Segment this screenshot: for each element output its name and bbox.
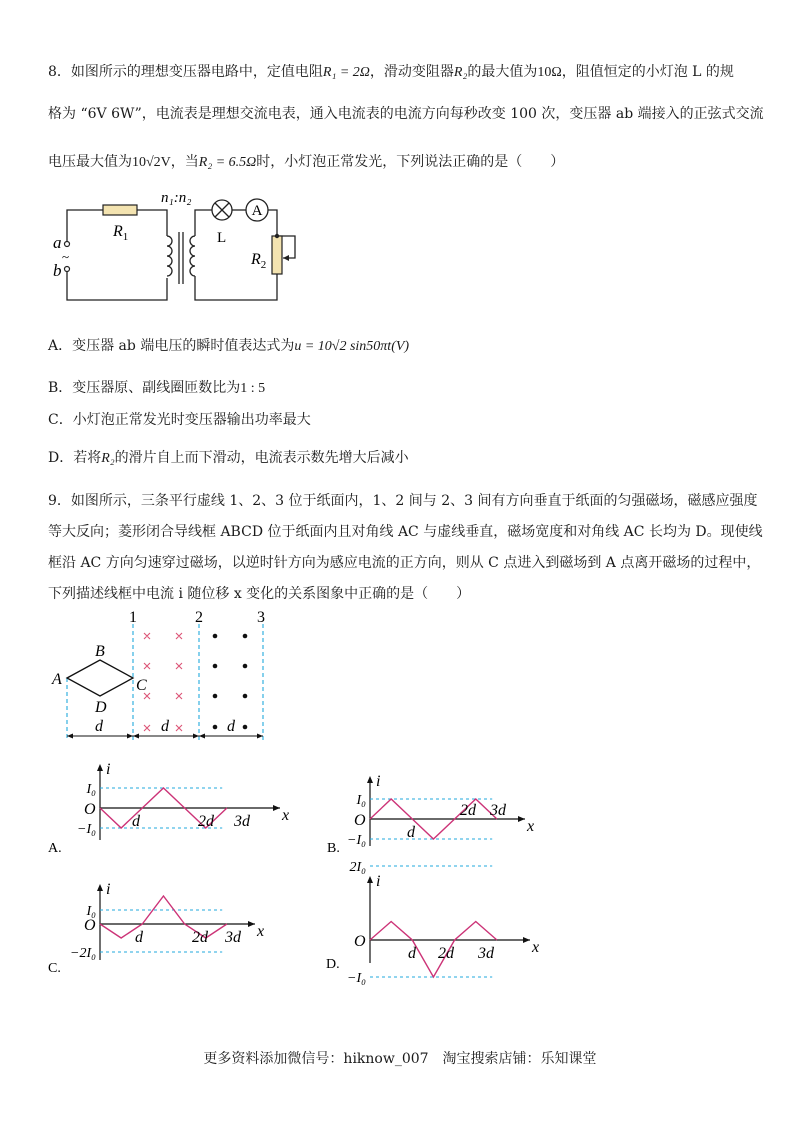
i-axis-label: i — [376, 873, 381, 890]
junction-dot — [275, 234, 279, 238]
y-pos-label: I₀ — [356, 793, 366, 808]
q8-line-3: 电压最大值为10√2V，当R₂ = 6.5Ω时，小灯泡正常发光，下列说法正确的是（ ） — [48, 154, 565, 170]
tick-label: 3d — [490, 802, 506, 819]
q9-line-2: 等大反向；菱形闭合导线框 ABCD 位于纸面内且对角线 AC 与虚线垂直，磁场宽度和对角线 AC 长均为 D。现使线 — [48, 524, 763, 540]
tick-label: 2d — [460, 802, 476, 819]
rhombus-frame — [67, 660, 133, 696]
field-into-page-icon — [144, 633, 182, 731]
i-axis-arrow-icon — [97, 764, 103, 771]
r2-max: 10Ω — [537, 65, 562, 80]
tick-label: 2d — [192, 929, 208, 946]
slider-arrow-icon — [283, 255, 289, 261]
label-a: a — [53, 233, 62, 252]
vertex-d: D — [95, 699, 107, 716]
tick-label: 3d — [234, 813, 250, 830]
q8-line-1: 8．如图所示的理想变压器电路中，定值电阻R₁ = 2Ω，滑动变阻器R₂的最大值为10Ω，阻值恒定的小灯泡 L 的规 — [48, 64, 734, 80]
tick-label: d — [408, 945, 416, 962]
graph-a — [40, 760, 300, 860]
width-label-2: d — [161, 718, 169, 735]
vmax: 10√2V — [132, 155, 171, 170]
tick-label: 3d — [225, 929, 241, 946]
terminal-b — [65, 267, 70, 272]
y-pos-label: I₀ — [86, 904, 96, 919]
option-label: B. — [327, 841, 340, 856]
y-neg-label: −I₀ — [347, 833, 366, 848]
lamp-icon — [212, 200, 232, 220]
resistor-r1 — [103, 205, 137, 215]
origin-label: O — [84, 917, 96, 934]
x-axis-arrow-icon — [248, 921, 255, 927]
q9-line-4: 下列描述线框中电流 i 随位移 x 变化的关系图象中正确的是（ ） — [48, 586, 471, 602]
x-axis-label: x — [532, 939, 540, 956]
y-neg-label: −I₀ — [347, 971, 366, 986]
field-out-of-page-icon — [213, 634, 248, 730]
origin-label: O — [354, 933, 366, 950]
r2-cond: R₂ = 6.5Ω — [198, 155, 257, 170]
line-label-1: 1 — [129, 609, 137, 626]
label-turns-ratio: n₁:n₂ — [161, 190, 192, 206]
option-label: A. — [48, 841, 62, 856]
tick-label: 2d — [198, 813, 214, 830]
i-axis-arrow-icon — [367, 876, 373, 883]
vertex-a: A — [52, 671, 62, 688]
tick-label: 2d — [438, 945, 454, 962]
line-label-2: 2 — [195, 609, 203, 626]
x-axis-arrow-icon — [518, 816, 525, 822]
q8-line-2: 格为 “6V 6W”，电流表是理想交流电表，通入电流表的电流方向每秒改变 100 次，变压器 ab 端接入的正弦式交流 — [48, 106, 764, 122]
width-label-1: d — [95, 718, 103, 735]
i-axis-arrow-icon — [97, 884, 103, 891]
q9-line-3: 框沿 AC 方向匀速穿过磁场，以逆时针方向为感应电流的正方向，则从 C 点进入到磁场到 A 点离开磁场的过程中， — [48, 555, 761, 571]
i-axis-label: i — [106, 761, 111, 778]
q9-line-1: 9．如图所示，三条平行虚线 1、2、3 位于纸面内，1、2 间与 2、3 间有方向垂直于纸面的匀强磁场，磁感应强度 — [48, 493, 758, 509]
graph-d — [320, 860, 540, 986]
origin-label: O — [84, 801, 96, 818]
i-axis-arrow-icon — [367, 776, 373, 783]
tick-label: d — [135, 929, 143, 946]
graph-c — [40, 880, 285, 975]
option-label: C. — [48, 961, 61, 976]
graph-b — [325, 772, 545, 857]
ac-source-tilde: ~ — [62, 249, 70, 264]
tick-label: d — [407, 824, 415, 841]
terminal-a — [65, 242, 70, 247]
vertex-c: C — [136, 677, 147, 694]
x-axis-label: x — [527, 818, 535, 835]
i-axis-label: i — [106, 881, 111, 898]
i-axis-label: i — [376, 773, 381, 790]
label-b: b — [53, 261, 62, 280]
footer-text: 更多资料添加微信号：hiknow_007 淘宝搜索店铺：乐知课堂 — [203, 1051, 597, 1067]
q8-option-d[interactable]: D．若将R₂的滑片自上而下滑动，电流表示数先增大后减小 — [48, 450, 409, 466]
x-axis-arrow-icon — [273, 805, 280, 811]
y-neg-label: −2I₀ — [70, 946, 96, 961]
label-lamp: L — [217, 230, 227, 246]
y-pos-label: I₀ — [86, 782, 96, 797]
r1-value: R₁ = 2Ω — [322, 65, 370, 80]
origin-label: O — [354, 812, 366, 829]
y-pos-label: 2I₀ — [349, 860, 366, 875]
x-axis-label: x — [257, 923, 265, 940]
magnetic-field-figure — [45, 606, 275, 746]
x-axis-label: x — [282, 807, 290, 824]
width-label-3: d — [227, 718, 235, 735]
x-axis-arrow-icon — [523, 937, 530, 943]
ammeter-label: A — [251, 203, 263, 219]
option-label: D. — [326, 957, 340, 972]
r2-label: R₂ — [453, 65, 468, 80]
y-neg-label: −I₀ — [77, 822, 96, 837]
vertex-b: B — [95, 643, 105, 660]
tick-label: d — [132, 813, 140, 830]
line-label-3: 3 — [257, 609, 265, 626]
label-r1: $R_1$ — [113, 223, 129, 243]
tick-label: 3d — [478, 945, 494, 962]
resistor-r2 — [272, 236, 282, 274]
q8-option-b[interactable]: B．变压器原、副线圈匝数比为1 : 5 — [48, 380, 266, 396]
q8-option-c[interactable]: C．小灯泡正常发光时变压器输出功率最大 — [48, 412, 311, 428]
transformer-circuit — [45, 186, 325, 308]
label-r2: $R_2$ — [251, 251, 267, 271]
q8-option-a[interactable]: A．变压器 ab 端电压的瞬时值表达式为u = 10√2 sin50πt(V) — [48, 338, 410, 354]
